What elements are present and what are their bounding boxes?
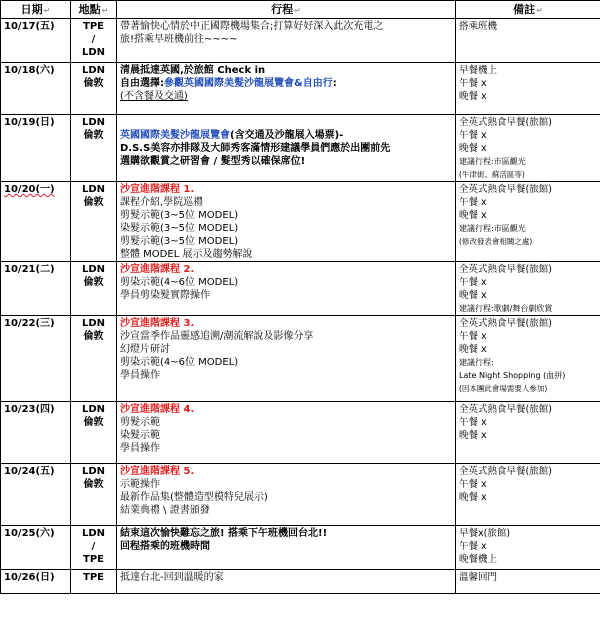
place-line: TPE xyxy=(83,21,104,32)
place-line: LDN xyxy=(81,184,106,195)
itinerary-line: 沙宣進階課程 2. xyxy=(120,264,195,275)
row-date xyxy=(1,570,71,594)
row-place xyxy=(71,182,117,262)
note-line: 建議行程:市區觀光 xyxy=(459,224,526,233)
note-line: 建議行程: xyxy=(459,358,494,367)
place-line: LDN xyxy=(81,318,106,329)
row-notes xyxy=(456,63,600,115)
row-itinerary xyxy=(117,262,456,316)
note-line: 建議行程:市區觀光 xyxy=(459,157,526,166)
itinerary-row xyxy=(1,63,600,115)
itinerary-row xyxy=(1,464,600,526)
note-line: 午餐 x xyxy=(459,479,487,490)
row-place xyxy=(71,316,117,402)
row-date xyxy=(1,262,71,316)
row-date xyxy=(1,464,71,526)
note-line: 晚餐 x xyxy=(459,91,487,102)
place-line: TPE xyxy=(83,572,104,583)
row-itinerary xyxy=(117,570,456,594)
place-line: LDN xyxy=(81,47,106,58)
date-text: 10/25(六) xyxy=(4,528,55,539)
date-text: 10/19(日) xyxy=(4,117,55,128)
row-notes xyxy=(456,570,600,594)
header-date: 日期↵ xyxy=(1,1,71,19)
itinerary-line: 幻燈片研討 xyxy=(120,344,170,355)
row-itinerary xyxy=(117,115,456,182)
date-text: 10/23(四) xyxy=(4,404,55,415)
row-date xyxy=(1,182,71,262)
note-line: 全英式熱食早餐(旅館) xyxy=(459,184,552,195)
itinerary-row xyxy=(1,570,600,594)
itinerary-line: 帶著愉快心情於中正國際機場集合;打算好好深入此次充電之 xyxy=(120,21,384,32)
itinerary-line: 英國國際美髮沙龍展覽會(含交通及沙龍展入場票)- xyxy=(120,130,344,141)
highlight-text: 參觀英國國際美髮沙龍展覽會&自由行 xyxy=(164,78,333,89)
date-text: 10/17(五) xyxy=(4,21,55,32)
itinerary-line: 剪髮示範(3~5位 MODEL) xyxy=(120,236,239,247)
itinerary-line: 自由選擇:參觀英國國際美髮沙龍展覽會&自由行: xyxy=(120,78,337,89)
row-place xyxy=(71,402,117,464)
row-notes xyxy=(456,316,600,402)
note-line: 晚餐機上 xyxy=(459,554,498,565)
row-place xyxy=(71,63,117,115)
note-line: 晚餐 x xyxy=(459,430,487,441)
itinerary-row xyxy=(1,526,600,570)
place-line: 倫敦 xyxy=(83,130,104,141)
date-text: 10/26(日) xyxy=(4,572,55,583)
row-date xyxy=(1,526,71,570)
note-line: 全英式熱食早餐(旅館) xyxy=(459,466,552,477)
itinerary-line: 剪染示範(4~6位 MODEL) xyxy=(120,357,239,368)
row-itinerary xyxy=(117,316,456,402)
row-notes xyxy=(456,526,600,570)
itinerary-line: (不含餐及交通) xyxy=(120,91,188,102)
row-itinerary xyxy=(117,182,456,262)
itinerary-line: 整體 MODEL 展示及趨勢解說 xyxy=(120,249,253,260)
place-line: LDN xyxy=(81,528,106,539)
row-date xyxy=(1,19,71,63)
note-line: 早餐機上 xyxy=(459,65,498,76)
header-row xyxy=(1,1,600,19)
row-place xyxy=(71,115,117,182)
place-line: LDN xyxy=(81,466,106,477)
itinerary-line: 沙宣進階課程 5. xyxy=(120,466,195,477)
note-line: 晚餐 x xyxy=(459,344,487,355)
itinerary-line: 剪髮示範 xyxy=(120,417,160,428)
itinerary-line: 學員操作 xyxy=(120,443,160,454)
itinerary-row xyxy=(1,316,600,402)
itinerary-line: 沙宣進階課程 1. xyxy=(120,184,195,195)
place-line: LDN xyxy=(81,117,106,128)
row-notes xyxy=(456,402,600,464)
note-line: Late Night Shopping (血拼) xyxy=(459,371,566,380)
date-text: 10/20(一) xyxy=(4,184,55,195)
place-line: 倫敦 xyxy=(83,479,104,490)
itinerary-row xyxy=(1,402,600,464)
itinerary-line: D.S.S美容亦排隊及大師秀客滿情形建議學員們應於出團前先 xyxy=(120,143,391,154)
row-itinerary xyxy=(117,402,456,464)
row-notes xyxy=(456,115,600,182)
itinerary-line: 課程介紹,學院巡禮 xyxy=(120,197,204,208)
itinerary-line: 結業典禮 \ 證書頒發 xyxy=(120,505,210,516)
place-line: 倫敦 xyxy=(83,197,104,208)
itinerary-row xyxy=(1,115,600,182)
row-notes xyxy=(456,19,600,63)
itinerary-line: 沙宣進階課程 4. xyxy=(120,404,195,415)
row-date xyxy=(1,115,71,182)
itinerary-line: 剪髮示範(3~5位 MODEL) xyxy=(120,210,239,221)
note-line: 搭乘班機 xyxy=(459,21,498,32)
itinerary-row xyxy=(1,182,600,262)
itinerary-row xyxy=(1,19,600,63)
highlight-text: 英國國際美髮沙龍展覽會 xyxy=(120,130,230,141)
header-itinerary: 行程↵ xyxy=(117,1,456,19)
itinerary-line: 結束這次愉快難忘之旅! 搭乘下午班機回台北!! xyxy=(120,528,328,539)
itinerary-row xyxy=(1,262,600,316)
note-line: 全英式熱食早餐(旅館) xyxy=(459,318,552,329)
place-line: / xyxy=(91,541,96,552)
itinerary-line: 示範操作 xyxy=(120,479,160,490)
row-itinerary xyxy=(117,526,456,570)
note-line: (因本團此會場需要人參加) xyxy=(459,384,548,393)
note-line: 晚餐 x xyxy=(459,143,487,154)
date-text: 10/21(二) xyxy=(4,264,55,275)
note-line: 午餐 x xyxy=(459,197,487,208)
itinerary-line: 最新作品集(整體造型模特兒展示) xyxy=(120,492,268,503)
date-text: 10/24(五) xyxy=(4,466,55,477)
note-line: 午餐 x xyxy=(459,331,487,342)
note-line: 晚餐 x xyxy=(459,210,487,221)
note-line: 午餐 x xyxy=(459,277,487,288)
place-line: / xyxy=(91,34,96,45)
row-itinerary xyxy=(117,464,456,526)
note-line: 溫馨回門 xyxy=(459,572,498,583)
row-itinerary xyxy=(117,19,456,63)
header-notes: 備註↵ xyxy=(456,1,600,19)
place-line: 倫敦 xyxy=(83,277,104,288)
note-line: 晚餐 x xyxy=(459,290,487,301)
note-line: 午餐 x xyxy=(459,541,487,552)
row-place xyxy=(71,570,117,594)
itinerary-line: 清晨抵達英國,於旅館 Check in xyxy=(120,65,266,76)
row-notes xyxy=(456,182,600,262)
place-line: LDN xyxy=(81,404,106,415)
itinerary-line: 抵達台北-回到溫暖的家 xyxy=(120,572,224,583)
itinerary-line: 沙宣當季作品靈感追溯/潮流解說及影像分享 xyxy=(120,331,314,342)
place-line: 倫敦 xyxy=(83,78,104,89)
note-line: 晚餐 x xyxy=(459,492,487,503)
note-line: (修改發表會相關之處) xyxy=(459,237,533,246)
note-line: 午餐 x xyxy=(459,130,487,141)
place-line: 倫敦 xyxy=(83,417,104,428)
itinerary-line: 剪染示範(4~6位 MODEL) xyxy=(120,277,239,288)
place-line: 倫敦 xyxy=(83,331,104,342)
itinerary-line: 回程搭乘的班機時間 xyxy=(120,541,210,552)
note-line: 全英式熱食早餐(旅館) xyxy=(459,264,552,275)
header-place: 地點↵ xyxy=(71,1,117,19)
note-line: 午餐 x xyxy=(459,78,487,89)
note-line: (牛津街、蘇活區等) xyxy=(459,170,525,179)
itinerary-line: 旅!搭乘早班機前往~~~~ xyxy=(120,34,238,45)
row-itinerary xyxy=(117,63,456,115)
row-date xyxy=(1,63,71,115)
row-place xyxy=(71,262,117,316)
note-line: 全英式熱食早餐(旅館) xyxy=(459,404,552,415)
note-line: 建議行程:歌劇/舞台劇欣賞 xyxy=(459,304,553,313)
note-line: 全英式熱食早餐(旅館) xyxy=(459,117,552,128)
itinerary-line xyxy=(120,116,452,129)
itinerary-line: 學員操作 xyxy=(120,370,160,381)
row-date xyxy=(1,316,71,402)
itinerary-line: 選購欲觀賞之研習會 / 髮型秀以確保席位! xyxy=(120,156,306,167)
note-line: 午餐 x xyxy=(459,417,487,428)
place-line: TPE xyxy=(83,554,104,565)
row-notes xyxy=(456,262,600,316)
row-place xyxy=(71,464,117,526)
itinerary-line: 沙宣進階課程 3. xyxy=(120,318,195,329)
itinerary-line: 學員剪染髮實際操作 xyxy=(120,290,210,301)
date-text: 10/22(三) xyxy=(4,318,55,329)
row-date xyxy=(1,402,71,464)
row-place xyxy=(71,526,117,570)
itinerary-line: 染髮示範 xyxy=(120,430,160,441)
place-line: LDN xyxy=(81,65,106,76)
note-line: 早餐x(旅館) xyxy=(459,528,511,539)
itinerary-line: 染髮示範(3~5位 MODEL) xyxy=(120,223,239,234)
row-notes xyxy=(456,464,600,526)
row-place xyxy=(71,19,117,63)
place-line: LDN xyxy=(81,264,106,275)
date-text: 10/18(六) xyxy=(4,65,55,76)
